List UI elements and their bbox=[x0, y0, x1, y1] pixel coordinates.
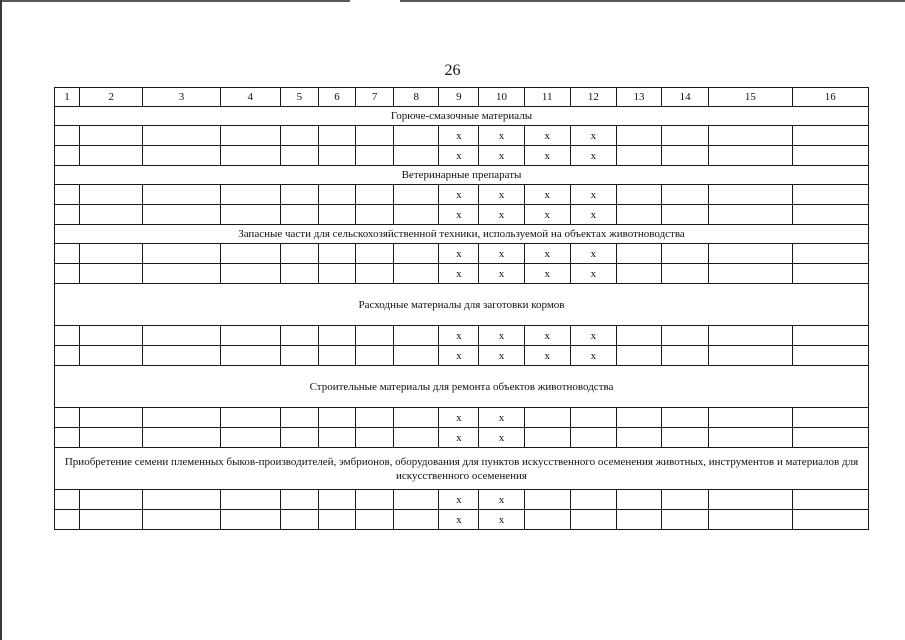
table-cell bbox=[662, 428, 709, 448]
column-header: 3 bbox=[143, 88, 220, 107]
table-cell bbox=[356, 146, 394, 166]
table-cell bbox=[55, 244, 80, 264]
table-cell bbox=[318, 185, 355, 205]
table-cell bbox=[356, 205, 394, 225]
table-cell bbox=[220, 326, 280, 346]
table-cell bbox=[792, 146, 868, 166]
table-cell: x bbox=[570, 205, 616, 225]
table-cell bbox=[662, 244, 709, 264]
table-cell bbox=[80, 326, 143, 346]
table-cell bbox=[143, 490, 220, 510]
table-cell bbox=[356, 510, 394, 530]
table-cell bbox=[792, 408, 868, 428]
table-cell: x bbox=[479, 146, 524, 166]
table-cell bbox=[318, 408, 355, 428]
section-title-row bbox=[55, 284, 869, 326]
table-cell bbox=[220, 346, 280, 366]
table-row bbox=[55, 185, 869, 205]
table-cell bbox=[662, 408, 709, 428]
table-cell bbox=[662, 185, 709, 205]
table-cell bbox=[709, 408, 792, 428]
table-cell bbox=[356, 185, 394, 205]
table-cell bbox=[220, 244, 280, 264]
table-cell bbox=[280, 126, 318, 146]
table-cell: x bbox=[479, 205, 524, 225]
table-cell bbox=[356, 428, 394, 448]
column-header: 6 bbox=[318, 88, 355, 107]
table-cell bbox=[524, 490, 570, 510]
table-cell bbox=[394, 126, 439, 146]
table-cell bbox=[792, 510, 868, 530]
section-title: Запасные части для сельскохозяйственной техники, используемой на объектах животноводства bbox=[55, 225, 869, 244]
table-cell: x bbox=[570, 126, 616, 146]
table-cell bbox=[709, 510, 792, 530]
table-cell bbox=[318, 490, 355, 510]
section-title-row bbox=[55, 366, 869, 408]
table-cell bbox=[318, 326, 355, 346]
column-header: 14 bbox=[662, 88, 709, 107]
table-cell: x bbox=[524, 146, 570, 166]
table-cell bbox=[143, 244, 220, 264]
scan-edge-top-right bbox=[400, 0, 905, 2]
scan-edge-top-left bbox=[0, 0, 350, 2]
table-cell bbox=[616, 244, 661, 264]
data-table bbox=[54, 87, 869, 530]
table-cell bbox=[356, 244, 394, 264]
table-cell bbox=[80, 510, 143, 530]
table-cell bbox=[143, 264, 220, 284]
table-row bbox=[55, 346, 869, 366]
table-cell bbox=[792, 244, 868, 264]
table-cell bbox=[220, 126, 280, 146]
table-cell bbox=[318, 510, 355, 530]
table-row bbox=[55, 205, 869, 225]
table-cell bbox=[394, 326, 439, 346]
table-cell bbox=[55, 408, 80, 428]
table-cell bbox=[280, 490, 318, 510]
table-cell: x bbox=[479, 185, 524, 205]
table-cell bbox=[280, 146, 318, 166]
table-cell bbox=[80, 146, 143, 166]
table-cell bbox=[394, 428, 439, 448]
table-row bbox=[55, 126, 869, 146]
table-cell bbox=[709, 185, 792, 205]
column-header: 9 bbox=[439, 88, 479, 107]
table-row bbox=[55, 326, 869, 346]
table-cell bbox=[792, 205, 868, 225]
table-cell bbox=[55, 346, 80, 366]
table-cell bbox=[616, 185, 661, 205]
table-cell bbox=[356, 490, 394, 510]
table-cell bbox=[80, 264, 143, 284]
section-title: Ветеринарные препараты bbox=[55, 166, 869, 185]
table-cell bbox=[80, 205, 143, 225]
table-cell: x bbox=[524, 126, 570, 146]
table-cell bbox=[220, 146, 280, 166]
table-cell: x bbox=[479, 408, 524, 428]
section-title: Строительные материалы для ремонта объектов животноводства bbox=[55, 366, 869, 408]
table-cell bbox=[318, 205, 355, 225]
section-title: Приобретение семени племенных быков-производителей, эмбрионов, оборудования для пунктов искусственного осеменения животных, инструментов и материалов для искусственного осеменения bbox=[55, 448, 869, 490]
column-header: 2 bbox=[80, 88, 143, 107]
table-cell bbox=[143, 346, 220, 366]
page-number: 26 bbox=[444, 62, 461, 79]
table-cell bbox=[709, 326, 792, 346]
table-cell: x bbox=[439, 264, 479, 284]
table-cell bbox=[616, 510, 661, 530]
table-cell bbox=[280, 510, 318, 530]
table-row bbox=[55, 244, 869, 264]
table-cell bbox=[143, 126, 220, 146]
table-row bbox=[55, 490, 869, 510]
scan-edge-left bbox=[0, 0, 2, 640]
table-cell bbox=[709, 264, 792, 284]
table-row bbox=[55, 146, 869, 166]
table-cell bbox=[143, 428, 220, 448]
table-cell: x bbox=[524, 185, 570, 205]
table-cell bbox=[570, 428, 616, 448]
table-cell: x bbox=[524, 205, 570, 225]
table-row bbox=[55, 428, 869, 448]
table-cell bbox=[792, 264, 868, 284]
table-cell bbox=[280, 326, 318, 346]
table-cell: x bbox=[570, 264, 616, 284]
table-cell bbox=[394, 510, 439, 530]
table-cell bbox=[709, 126, 792, 146]
table-cell bbox=[662, 346, 709, 366]
table-cell bbox=[394, 185, 439, 205]
table-cell bbox=[662, 326, 709, 346]
table-cell bbox=[394, 346, 439, 366]
table-cell bbox=[55, 326, 80, 346]
table-cell bbox=[55, 490, 80, 510]
table-cell: x bbox=[479, 346, 524, 366]
table-cell bbox=[280, 264, 318, 284]
table-cell bbox=[662, 510, 709, 530]
table-cell bbox=[220, 264, 280, 284]
table-cell bbox=[792, 185, 868, 205]
table-cell: x bbox=[570, 185, 616, 205]
table-cell bbox=[280, 346, 318, 366]
table-cell bbox=[318, 146, 355, 166]
table-cell bbox=[220, 185, 280, 205]
column-header: 15 bbox=[709, 88, 792, 107]
column-header: 8 bbox=[394, 88, 439, 107]
section-title-row bbox=[55, 166, 869, 185]
section-title-row bbox=[55, 107, 869, 126]
table-cell bbox=[220, 428, 280, 448]
table-cell bbox=[616, 205, 661, 225]
table-cell: x bbox=[479, 244, 524, 264]
table-cell bbox=[616, 490, 661, 510]
table-cell: x bbox=[524, 346, 570, 366]
table-cell bbox=[662, 490, 709, 510]
table-cell bbox=[570, 408, 616, 428]
table-cell: x bbox=[439, 408, 479, 428]
table-cell: x bbox=[524, 264, 570, 284]
table-cell bbox=[80, 490, 143, 510]
table-cell bbox=[55, 205, 80, 225]
table-cell bbox=[55, 264, 80, 284]
table-cell bbox=[280, 428, 318, 448]
table-cell bbox=[570, 510, 616, 530]
column-header: 12 bbox=[570, 88, 616, 107]
table-cell bbox=[616, 326, 661, 346]
table-cell: x bbox=[479, 428, 524, 448]
table-cell bbox=[318, 428, 355, 448]
table-cell: x bbox=[439, 185, 479, 205]
table-cell bbox=[616, 346, 661, 366]
table-cell bbox=[220, 205, 280, 225]
column-header: 4 bbox=[220, 88, 280, 107]
table-cell bbox=[80, 185, 143, 205]
table-cell bbox=[524, 428, 570, 448]
table-cell bbox=[55, 428, 80, 448]
table-cell bbox=[792, 126, 868, 146]
table-cell bbox=[80, 346, 143, 366]
table-cell bbox=[524, 510, 570, 530]
table-cell: x bbox=[439, 490, 479, 510]
table-cell bbox=[792, 346, 868, 366]
table-cell bbox=[394, 244, 439, 264]
column-header: 11 bbox=[524, 88, 570, 107]
table-cell bbox=[280, 205, 318, 225]
column-header: 1 bbox=[55, 88, 80, 107]
table-cell bbox=[356, 264, 394, 284]
table-cell: x bbox=[570, 244, 616, 264]
table-cell: x bbox=[570, 146, 616, 166]
table-cell bbox=[318, 244, 355, 264]
table-cell bbox=[280, 185, 318, 205]
table-cell bbox=[280, 408, 318, 428]
table-cell bbox=[143, 185, 220, 205]
table-cell bbox=[356, 346, 394, 366]
table-cell: x bbox=[479, 490, 524, 510]
table-cell: x bbox=[570, 326, 616, 346]
table-cell bbox=[55, 126, 80, 146]
table-cell: x bbox=[479, 326, 524, 346]
section-title-row bbox=[55, 225, 869, 244]
column-header: 16 bbox=[792, 88, 868, 107]
table-cell bbox=[662, 264, 709, 284]
table-cell bbox=[220, 408, 280, 428]
table-cell bbox=[143, 205, 220, 225]
table-cell bbox=[143, 326, 220, 346]
table-cell bbox=[356, 326, 394, 346]
table-cell bbox=[792, 326, 868, 346]
table-row bbox=[55, 408, 869, 428]
column-header: 10 bbox=[479, 88, 524, 107]
table-cell bbox=[143, 408, 220, 428]
table-cell: x bbox=[439, 346, 479, 366]
table-row bbox=[55, 510, 869, 530]
table-cell: x bbox=[439, 510, 479, 530]
table-cell bbox=[792, 428, 868, 448]
table-cell bbox=[55, 146, 80, 166]
table-cell bbox=[143, 510, 220, 530]
table-cell bbox=[616, 264, 661, 284]
table-cell: x bbox=[439, 205, 479, 225]
table-cell bbox=[616, 408, 661, 428]
table-cell bbox=[80, 126, 143, 146]
table-cell bbox=[524, 408, 570, 428]
table-cell bbox=[318, 264, 355, 284]
table-cell: x bbox=[439, 326, 479, 346]
table-cell bbox=[662, 205, 709, 225]
table-cell: x bbox=[439, 428, 479, 448]
column-header: 13 bbox=[616, 88, 661, 107]
table-cell bbox=[792, 490, 868, 510]
table-cell bbox=[394, 490, 439, 510]
table-cell bbox=[80, 244, 143, 264]
table-cell bbox=[394, 205, 439, 225]
table-cell bbox=[394, 408, 439, 428]
table-cell: x bbox=[479, 126, 524, 146]
table-cell bbox=[55, 510, 80, 530]
table-cell bbox=[616, 126, 661, 146]
table-cell: x bbox=[439, 146, 479, 166]
table-cell: x bbox=[479, 264, 524, 284]
table-cell bbox=[709, 244, 792, 264]
column-header: 5 bbox=[280, 88, 318, 107]
table-cell bbox=[280, 244, 318, 264]
table-cell bbox=[318, 126, 355, 146]
table-cell: x bbox=[439, 244, 479, 264]
table-cell bbox=[662, 126, 709, 146]
table-cell bbox=[709, 205, 792, 225]
table-cell bbox=[570, 490, 616, 510]
table-cell bbox=[662, 146, 709, 166]
table-cell: x bbox=[570, 346, 616, 366]
table-cell bbox=[616, 428, 661, 448]
table-cell bbox=[394, 264, 439, 284]
section-title: Горюче-смазочные материалы bbox=[55, 107, 869, 126]
table-row bbox=[55, 264, 869, 284]
table-cell bbox=[220, 510, 280, 530]
section-title-row bbox=[55, 448, 869, 490]
table-cell: x bbox=[524, 244, 570, 264]
table-cell bbox=[394, 146, 439, 166]
section-title: Расходные материалы для заготовки кормов bbox=[55, 284, 869, 326]
table-cell bbox=[616, 146, 661, 166]
column-header: 7 bbox=[356, 88, 394, 107]
column-number-row bbox=[55, 88, 869, 107]
table-cell bbox=[709, 428, 792, 448]
table-cell bbox=[709, 146, 792, 166]
table-cell: x bbox=[439, 126, 479, 146]
table-cell bbox=[709, 346, 792, 366]
table-cell bbox=[55, 185, 80, 205]
table-cell bbox=[356, 408, 394, 428]
table-cell bbox=[318, 346, 355, 366]
table-cell bbox=[143, 146, 220, 166]
table-cell bbox=[220, 490, 280, 510]
table-cell bbox=[80, 408, 143, 428]
table-cell bbox=[80, 428, 143, 448]
table-cell: x bbox=[524, 326, 570, 346]
table-cell bbox=[709, 490, 792, 510]
table-cell bbox=[356, 126, 394, 146]
table-cell: x bbox=[479, 510, 524, 530]
